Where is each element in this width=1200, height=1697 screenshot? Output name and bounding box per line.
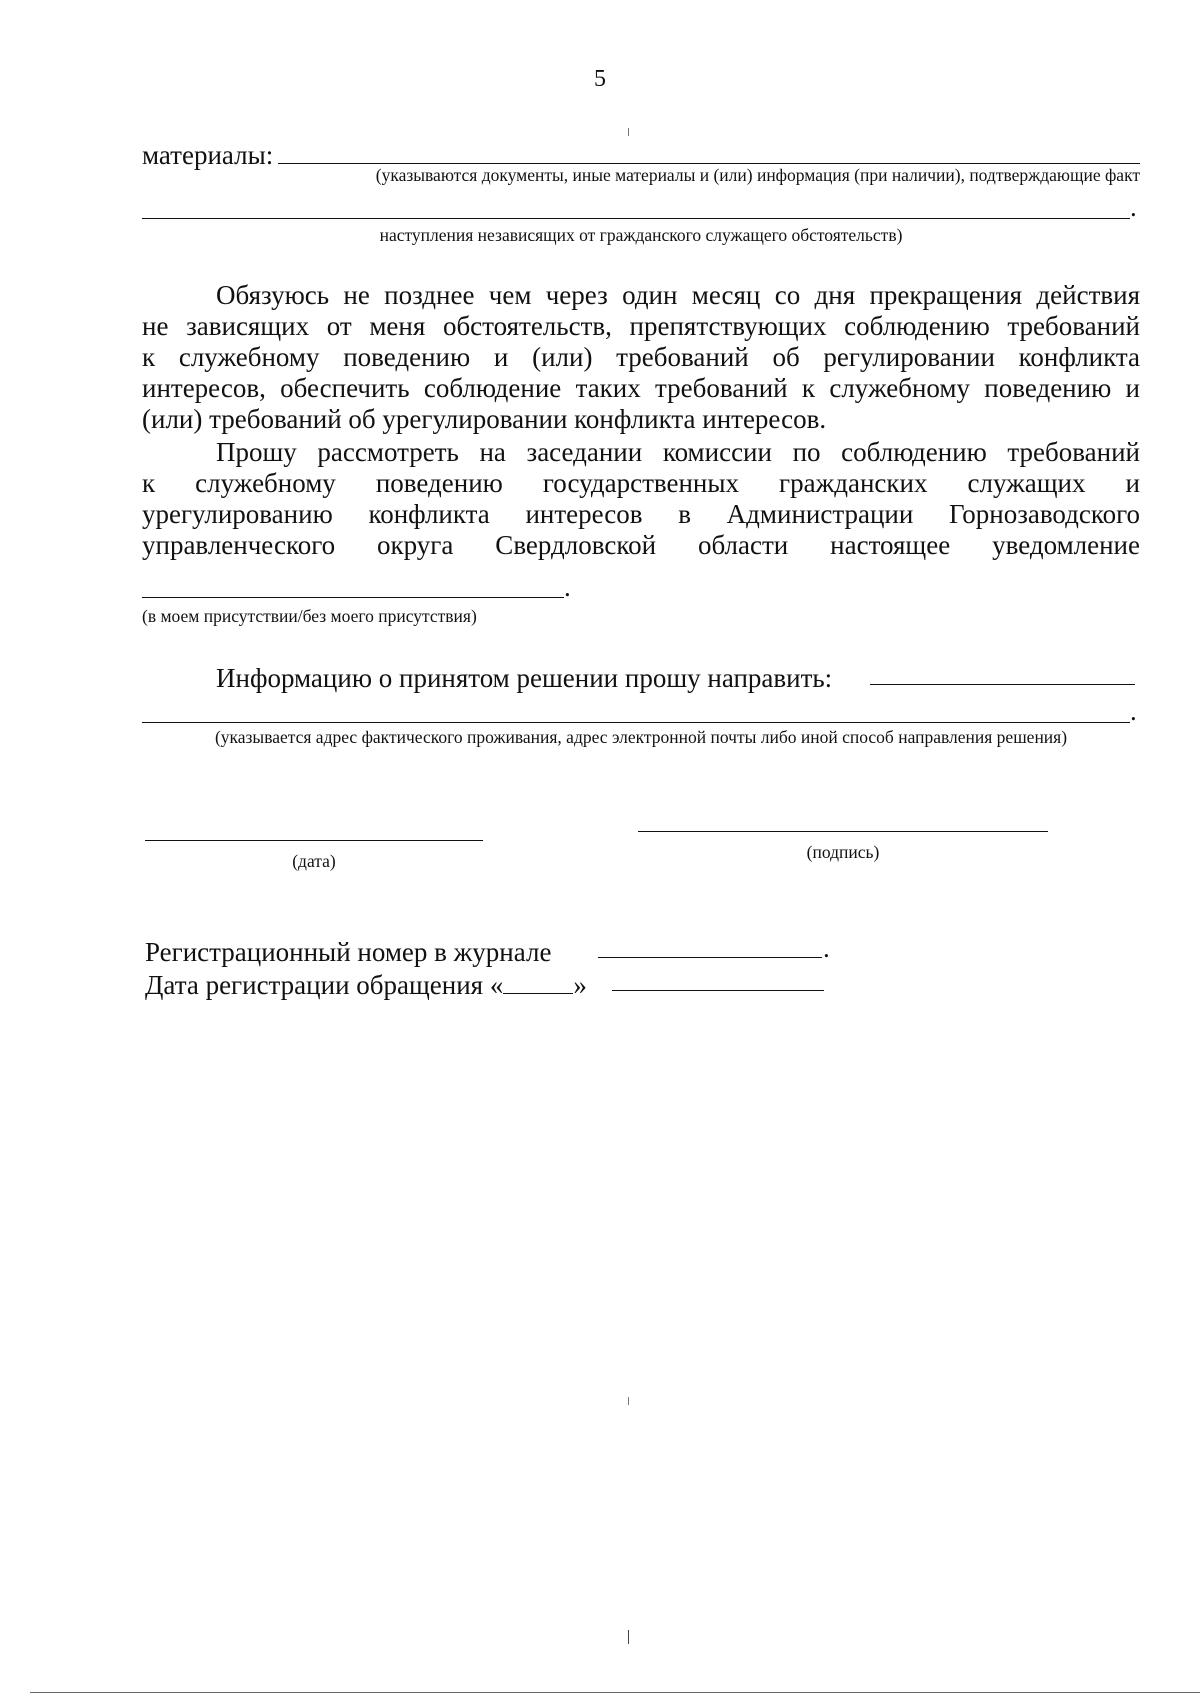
- presence-period: .: [564, 572, 571, 602]
- registration-date-field-line[interactable]: [612, 990, 824, 991]
- info-field-line-2[interactable]: [142, 722, 1130, 723]
- paragraph1-line4: интересов, обеспечить соблюдение таких требований к служебному поведению и: [142, 373, 1140, 403]
- registration-day-field[interactable]: [503, 973, 573, 994]
- scan-artifact-mark: [628, 1397, 629, 1405]
- page-number: 5: [594, 66, 606, 92]
- materials-caption-line2: наступления независящих от гражданского служащего обстоятельств): [379, 225, 903, 245]
- signature-caption: (подпись): [806, 842, 880, 862]
- info-period: .: [1130, 696, 1137, 726]
- paragraph2-line3: урегулированию конфликта интересов в Администрации Горнозаводского: [142, 499, 1140, 529]
- paragraph1-line5: (или) требований об урегулировании конфликта интересов.: [142, 404, 827, 434]
- presence-field-line[interactable]: [142, 597, 564, 598]
- info-label: Информацию о принятом решении прошу направить:: [216, 663, 833, 693]
- scan-artifact-mark: [628, 128, 629, 136]
- registration-date-prefix: Дата регистрации обращения «: [145, 970, 504, 1000]
- signature-field-line[interactable]: [638, 831, 1048, 832]
- info-field-line[interactable]: [870, 684, 1135, 685]
- scan-artifact-mark: [628, 1630, 629, 1644]
- materials-label: материалы:: [142, 140, 274, 170]
- paragraph1-line3: к служебному поведению и (или) требований об регулировании конфликта: [142, 342, 1140, 372]
- paragraph1-line1: Обязуюсь не позднее чем через один месяц со дня прекращения действия: [216, 280, 1140, 310]
- paragraph1-line2: не зависящих от меня обстоятельств, препятствующих соблюдению требований: [142, 311, 1140, 341]
- paragraph2-line1: Прошу рассмотреть на заседании комиссии по соблюдению требований: [216, 437, 1140, 467]
- registration-date-suffix: »: [573, 970, 587, 1000]
- registration-date-label: [145, 970, 587, 1001]
- registration-number-label: Регистрационный номер в журнале: [145, 937, 552, 967]
- presence-caption: (в моем присутствии/без моего присутствия): [142, 606, 477, 626]
- date-field-line[interactable]: [145, 840, 483, 841]
- paragraph2-line2: к служебному поведению государственных гражданских служащих и: [142, 468, 1140, 498]
- materials-field-line[interactable]: [278, 163, 1140, 164]
- scan-artifact-bottom-edge: [30, 1692, 1200, 1693]
- materials-period: .: [1130, 192, 1137, 222]
- materials-caption-line1: (указываются документы, иные материалы и (или) информация (при наличии), подтверждающие факт: [375, 165, 1140, 185]
- registration-number-period: .: [823, 933, 830, 963]
- info-caption: (указывается адрес фактического проживания, адрес электронной почты либо иной способ направления решения): [214, 727, 1068, 747]
- registration-number-field-line[interactable]: [598, 957, 822, 958]
- paragraph2-line4: управленческого округа Свердловской области настоящее уведомление: [142, 530, 1140, 560]
- date-caption: (дата): [292, 851, 336, 871]
- materials-field-line-2[interactable]: [142, 218, 1130, 219]
